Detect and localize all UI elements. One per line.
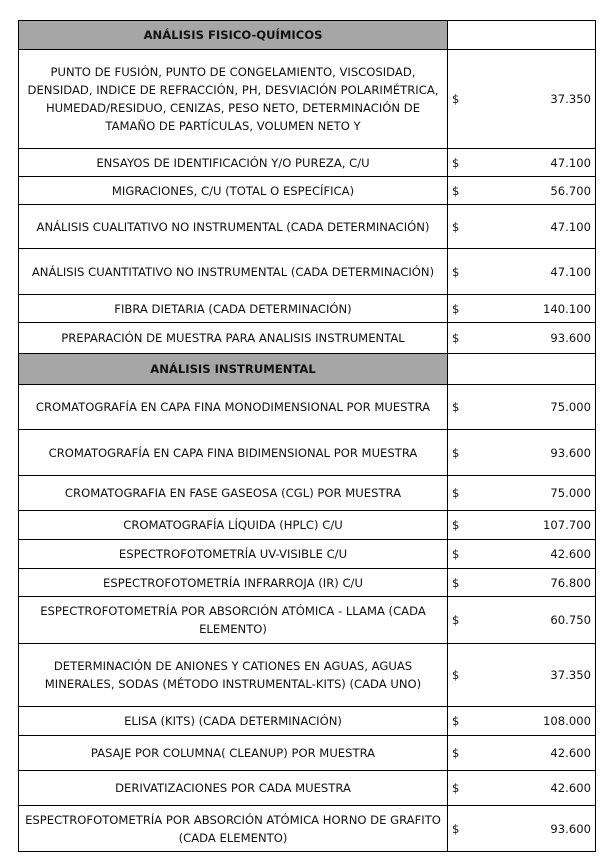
price-value: 42.600 — [550, 746, 591, 760]
price-cell — [448, 540, 596, 569]
price-value: 42.600 — [550, 781, 591, 795]
currency-symbol: $ — [452, 155, 460, 170]
table-row — [19, 707, 596, 736]
currency-symbol: $ — [452, 518, 460, 532]
service-description: ESPECTROFOTOMETRÍA INFRARROJA (IR) C/U — [19, 569, 448, 597]
price-value: 37.350 — [550, 668, 591, 682]
service-description: CROMATOGRAFÍA LÍQUIDA (HPLC) C/U — [19, 511, 448, 540]
section-title: ANÁLISIS FISICO-QUÍMICOS — [19, 21, 448, 50]
price-table — [18, 20, 596, 852]
service-description: PREPARACIÓN DE MUESTRA PARA ANALISIS INSTRUMENTAL — [19, 323, 448, 354]
service-description: CROMATOGRAFÍA EN CAPA FINA MONODIMENSIONAL POR MUESTRA — [19, 385, 448, 430]
price-cell — [448, 430, 596, 476]
currency-symbol: $ — [452, 219, 460, 234]
section-header-blank-cell — [448, 21, 596, 50]
price-cell — [448, 177, 596, 205]
table-row — [19, 511, 596, 540]
price-value: 37.350 — [550, 92, 591, 106]
price-cell — [448, 569, 596, 597]
currency-symbol: $ — [452, 746, 460, 760]
currency-symbol: $ — [452, 264, 460, 279]
table-row — [19, 205, 596, 249]
table-row — [19, 806, 596, 852]
service-description: DERIVATIZACIONES POR CADA MUESTRA — [19, 771, 448, 806]
price-cell — [448, 806, 596, 852]
table-row — [19, 540, 596, 569]
price-cell — [448, 511, 596, 540]
table-row — [19, 430, 596, 476]
price-cell — [448, 707, 596, 736]
table-row — [19, 644, 596, 707]
price-value: 76.800 — [550, 575, 591, 590]
service-description: DETERMINACIÓN DE ANIONES Y CATIONES EN AGUAS, AGUAS MINERALES, SODAS (MÉTODO INSTRUMENTAL-KITS) (CADA UNO) — [19, 644, 448, 707]
section-header-row — [19, 354, 596, 385]
price-value: 47.100 — [550, 219, 591, 234]
service-description: ANÁLISIS CUALITATIVO NO INSTRUMENTAL (CADA DETERMINACIÓN) — [19, 205, 448, 249]
currency-symbol: $ — [452, 301, 460, 316]
table-row — [19, 771, 596, 806]
currency-symbol: $ — [452, 331, 460, 345]
currency-symbol: $ — [452, 714, 460, 728]
price-cell — [448, 644, 596, 707]
price-cell — [448, 249, 596, 295]
price-value: 47.100 — [550, 264, 591, 279]
service-description: ENSAYOS DE IDENTIFICACIÓN Y/O PUREZA, C/U — [19, 149, 448, 177]
currency-symbol: $ — [452, 400, 460, 414]
price-value: 47.100 — [550, 155, 591, 170]
price-value: 56.700 — [550, 183, 591, 198]
price-cell — [448, 205, 596, 249]
table-row — [19, 295, 596, 323]
price-value: 140.100 — [543, 301, 591, 316]
price-cell — [448, 149, 596, 177]
price-cell — [448, 771, 596, 806]
table-row — [19, 249, 596, 295]
price-value: 75.000 — [550, 400, 591, 414]
price-value: 42.600 — [550, 547, 591, 561]
currency-symbol: $ — [452, 613, 460, 627]
service-description: FIBRA DIETARIA (CADA DETERMINACIÓN) — [19, 295, 448, 323]
service-description: CROMATOGRAFÍA EN CAPA FINA BIDIMENSIONAL POR MUESTRA — [19, 430, 448, 476]
price-value: 108.000 — [543, 714, 591, 728]
table-row — [19, 597, 596, 644]
price-cell — [448, 295, 596, 323]
price-value: 107.700 — [543, 518, 591, 532]
service-description: ELISA (KITS) (CADA DETERMINACIÓN) — [19, 707, 448, 736]
table-row — [19, 323, 596, 354]
price-value: 93.600 — [550, 445, 591, 460]
service-description: PUNTO DE FUSIÓN, PUNTO DE CONGELAMIENTO, VISCOSIDAD, DENSIDAD, INDICE DE REFRACCIÓN, PH, DESVIACIÓN POLARIMÉTRICA, HUMEDAD/RESIDUO, CENIZAS, PESO NETO, DETERMINACIÓN DE TAMAÑO DE PARTÍCULAS, VOLUMEN NETO Y — [19, 50, 448, 149]
table-row — [19, 569, 596, 597]
table-row — [19, 476, 596, 511]
table-row — [19, 149, 596, 177]
table-row — [19, 385, 596, 430]
currency-symbol: $ — [452, 547, 460, 561]
service-description: CROMATOGRAFIA EN FASE GASEOSA (CGL) POR MUESTRA — [19, 476, 448, 511]
section-header-row — [19, 21, 596, 50]
price-cell — [448, 323, 596, 354]
currency-symbol: $ — [452, 183, 460, 198]
price-cell — [448, 50, 596, 149]
service-description: MIGRACIONES, C/U (TOTAL O ESPECÍFICA) — [19, 177, 448, 205]
price-value: 75.000 — [550, 486, 591, 500]
service-description: ESPECTROFOTOMETRÍA POR ABSORCIÓN ATÓMICA - LLAMA (CADA ELEMENTO) — [19, 597, 448, 644]
price-value: 93.600 — [550, 821, 591, 836]
currency-symbol: $ — [452, 486, 460, 500]
table-row — [19, 736, 596, 771]
price-cell — [448, 385, 596, 430]
service-description: PASAJE POR COLUMNA( CLEANUP) POR MUESTRA — [19, 736, 448, 771]
section-title: ANÁLISIS INSTRUMENTAL — [19, 354, 448, 385]
currency-symbol: $ — [452, 781, 460, 795]
table-row — [19, 177, 596, 205]
price-cell — [448, 736, 596, 771]
section-header-blank-cell — [448, 354, 596, 385]
currency-symbol: $ — [452, 821, 460, 836]
currency-symbol: $ — [452, 92, 460, 106]
price-value: 93.600 — [550, 331, 591, 345]
currency-symbol: $ — [452, 445, 460, 460]
price-value: 60.750 — [550, 613, 591, 627]
price-cell — [448, 597, 596, 644]
price-cell — [448, 476, 596, 511]
currency-symbol: $ — [452, 575, 460, 590]
service-description: ANÁLISIS CUANTITATIVO NO INSTRUMENTAL (CADA DETERMINACIÓN) — [19, 249, 448, 295]
service-description: ESPECTROFOTOMETRÍA UV-VISIBLE C/U — [19, 540, 448, 569]
table-row — [19, 50, 596, 149]
service-description: ESPECTROFOTOMETRÍA POR ABSORCIÓN ATÓMICA HORNO DE GRAFITO (CADA ELEMENTO) — [19, 806, 448, 852]
currency-symbol: $ — [452, 668, 460, 682]
